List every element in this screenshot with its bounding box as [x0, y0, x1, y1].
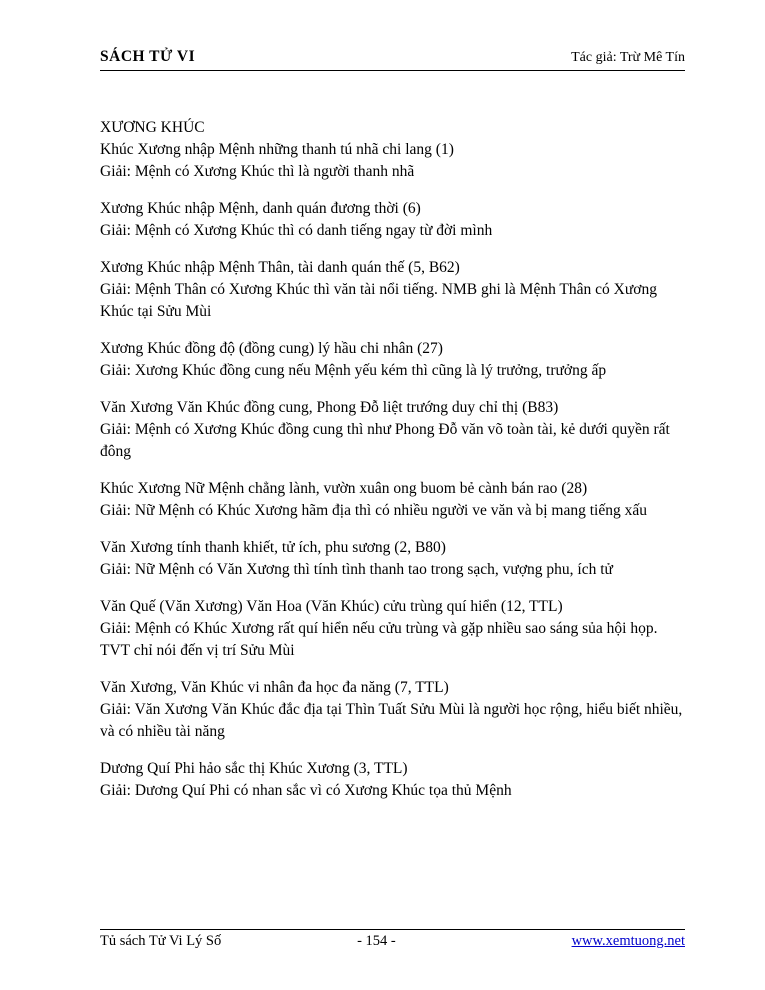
entry-explanation: Giải: Mệnh Thân có Xương Khúc thì văn tài nổi tiếng. NMB ghi là Mệnh Thân có Xương Khúc tại Sửu Mùi [100, 281, 657, 320]
book-title: SÁCH TỬ VI [100, 48, 196, 65]
entry-explanation: Giải: Mệnh có Xương Khúc thì là người thanh nhã [100, 163, 415, 180]
page-content [100, 117, 685, 802]
entry-block [100, 677, 685, 743]
section-title: XƯƠNG KHÚC [100, 119, 205, 136]
entry-block [100, 596, 685, 662]
entry-block [100, 257, 685, 323]
entry-explanation: Giải: Mệnh có Khúc Xương rất quí hiển nếu cửu trùng và gặp nhiều sao sáng sủa hội họp. TVT chỉ nói đến vị trí Sửu Mùi [100, 620, 658, 659]
entry-explanation: Giải: Mệnh có Xương Khúc đồng cung thì như Phong Đỗ văn võ toàn tài, kẻ dưới quyền rất đông [100, 421, 670, 460]
entry-explanation: Giải: Mệnh có Xương Khúc thì có danh tiếng ngay từ đời mình [100, 222, 493, 239]
entry-explanation: Giải: Nữ Mệnh có Khúc Xương hãm địa thì có nhiều người ve văn và bị mang tiếng xấu [100, 502, 647, 519]
entry-verse: Xương Khúc nhập Mệnh, danh quán đương thời (6) [100, 200, 421, 217]
section-heading-block [100, 117, 685, 183]
page-header [100, 48, 685, 71]
entry-explanation: Giải: Dương Quí Phi có nhan sắc vì có Xương Khúc tọa thủ Mệnh [100, 782, 512, 799]
entry-verse: Khúc Xương nhập Mệnh những thanh tú nhã chi lang (1) [100, 141, 454, 158]
entry-explanation: Giải: Xương Khúc đồng cung nếu Mệnh yếu kém thì cũng là lý trưởng, trưởng ấp [100, 362, 607, 379]
page-footer [100, 929, 685, 950]
entry-verse: Văn Quế (Văn Xương) Văn Hoa (Văn Khúc) cửu trùng quí hiển (12, TTL) [100, 598, 563, 615]
entry-explanation: Giải: Nữ Mệnh có Văn Xương thì tính tình thanh tao trong sạch, vượng phu, ích tử [100, 561, 613, 578]
entry-block [100, 198, 685, 242]
entry-verse: Dương Quí Phi hảo sắc thị Khúc Xương (3, TTL) [100, 760, 408, 777]
footer-publisher: Tủ sách Tử Vi Lý Số [100, 933, 222, 949]
entry-explanation: Giải: Văn Xương Văn Khúc đắc địa tại Thìn Tuất Sửu Mùi là người học rộng, hiểu biết nhiều, và có nhiều tài năng [100, 701, 683, 740]
entry-block [100, 537, 685, 581]
entry-block [100, 397, 685, 463]
entry-verse: Văn Xương Văn Khúc đồng cung, Phong Đỗ liệt trướng duy chỉ thị (B83) [100, 399, 559, 416]
entry-block [100, 338, 685, 382]
author-line: Tác giả: Trừ Mê Tín [571, 50, 685, 65]
entry-verse: Xương Khúc nhập Mệnh Thân, tài danh quán thế (5, B62) [100, 259, 460, 276]
entry-verse: Xương Khúc đồng độ (đồng cung) lý hầu chi nhân (27) [100, 340, 443, 357]
entry-block [100, 758, 685, 802]
entry-verse: Khúc Xương Nữ Mệnh chẳng lành, vườn xuân ong buom bẻ cành bán rao (28) [100, 480, 588, 497]
entry-verse: Văn Xương, Văn Khúc vi nhân đa học đa năng (7, TTL) [100, 679, 449, 696]
page-number: - 154 - [357, 933, 396, 949]
entry-block [100, 478, 685, 522]
website-link[interactable]: www.xemtuong.net [571, 933, 685, 949]
entry-verse: Văn Xương tính thanh khiết, tử ích, phu sương (2, B80) [100, 539, 446, 556]
